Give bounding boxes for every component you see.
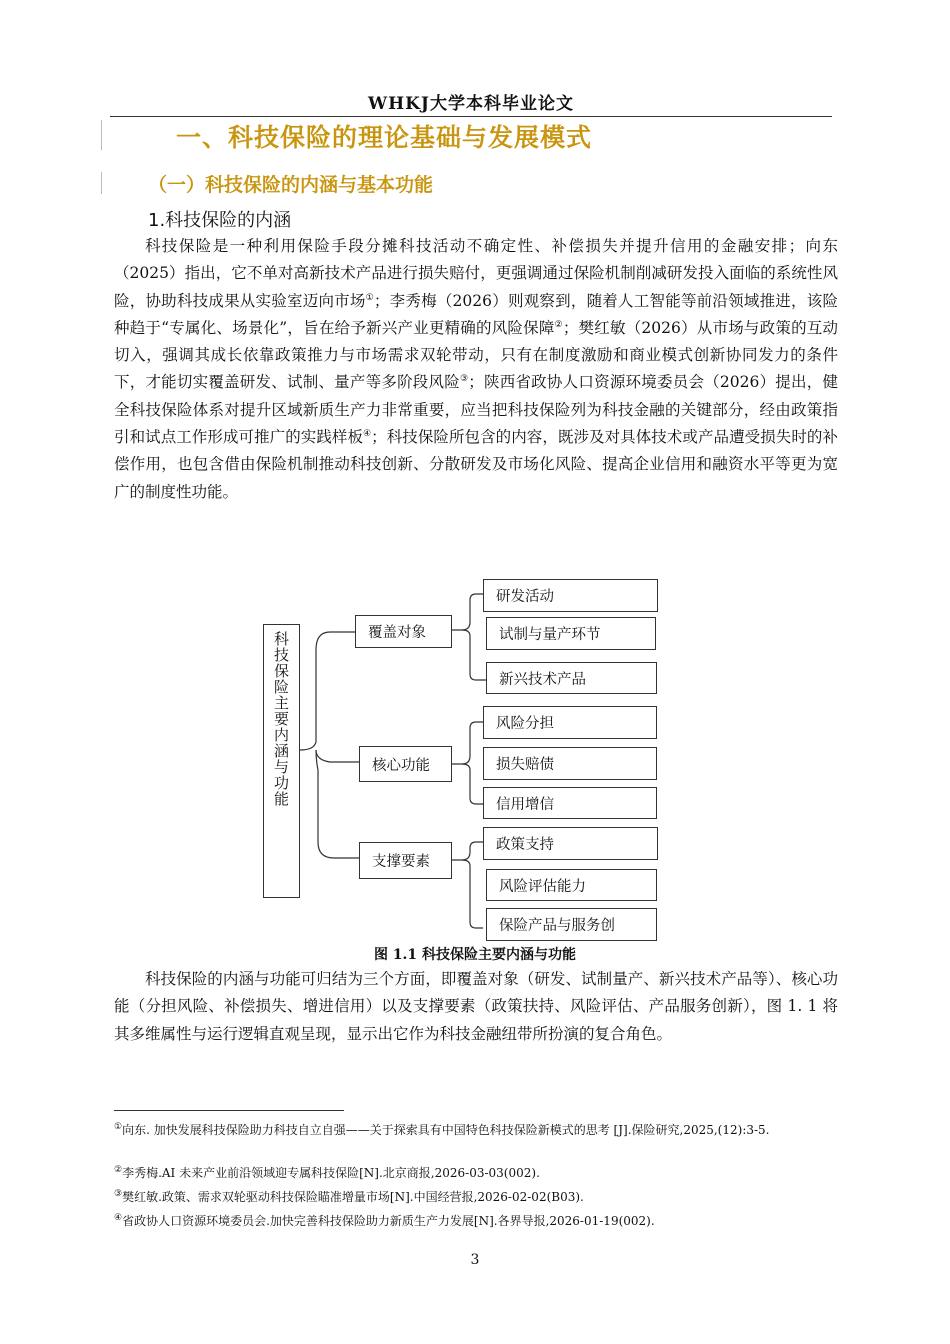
diagram-group-support: 支撑要素 (359, 842, 452, 879)
diagram-item: 试制与量产环节 (486, 617, 656, 650)
footnote: ②李秀梅.AI 未来产业前沿领域迎专属科技保险[N].北京商报,2026-03-03(002). (114, 1165, 540, 1180)
body-paragraph-1: 科技保险是一种利用保险手段分摊科技活动不确定性、补偿损失并提升信用的金融安排；向东（2025）指出，它不单对高新技术产品进行损失赔付，更强调通过保险机制削减研发投入面临的系统性风险，协助科技成果从实验室迈向市场①；李秀梅（2026）则观察到，随着人工智能等前沿领域推进，该险种趋于“专属化、场景化”，旨在给予新兴产业更精确的风险保障②；樊红敏（2026）从市场与政策的互动切入，强调其成长依靠政策推力与市场需求双轮带动，只有在制度激励和商业模式创新协同发力的条件下，才能切实覆盖研发、试制、量产等多阶段风险③；陕西省政协人口资源环境委员会（2026）提出，健全科技保险体系对提升区域新质生产力非常重要，应当把科技保险列为科技金融的关键部分，经由政策指引和试点工作形成可推广的实践样板④；科技保险所包含的内容，既涉及对具体技术或产品遭受损失时的补偿作用，也包含借由保险机制推动科技创新、分散研发及市场化风险、提高企业信用和融资水平等更为宽广的制度性功能。 (114, 237, 838, 501)
footnote-ref: ② (554, 319, 563, 330)
diagram-group-core-function: 核心功能 (359, 746, 452, 782)
footnote: ④省政协人口资源环境委员会.加快完善科技保险助力新质生产力发展[N].各界导报,2026-01-19(002). (114, 1213, 655, 1228)
diagram-item: 风险分担 (483, 706, 657, 739)
chapter-heading: 一、科技保险的理论基础与发展模式 (176, 123, 593, 152)
page-header: WHKJ大学本科毕业论文 (110, 92, 832, 117)
diagram-root-box (263, 624, 300, 898)
footnote-separator (114, 1110, 344, 1111)
diagram-item: 损失赔债 (483, 747, 657, 780)
figure-caption: 图 1.1 科技保险主要内涵与功能 (373, 947, 577, 963)
footnote-ref: ① (365, 292, 374, 303)
diagram-item: 政策支持 (483, 827, 658, 860)
diagram-item: 保险产品与服务创 (486, 908, 657, 941)
diagram-item: 信用增信 (483, 787, 657, 819)
diagram-group-coverage: 覆盖对象 (355, 615, 452, 648)
diagram-item: 风险评估能力 (486, 869, 657, 901)
diagram-root-label: 科技保险主要内涵与功能 (272, 631, 290, 807)
body-paragraph-2: 科技保险的内涵与功能可归结为三个方面，即覆盖对象（研发、试制量产、新兴技术产品等）、核心功能（分担风险、补偿损失、增进信用）以及支撑要素（政策扶持、风险评估、产品服务创新），图 1. 1 将其多维属性与运行逻辑直观呈现，显示出它作为科技金融纽带所扮演的复合角色。 (114, 970, 838, 1043)
diagram-item: 新兴技术产品 (486, 662, 657, 694)
subsection-heading: 1.科技保险的内涵 (148, 210, 292, 231)
footnote-ref: ③ (459, 374, 469, 385)
page-number: 3 (470, 1252, 480, 1268)
footnote-ref: ④ (363, 428, 372, 439)
footnote: ①向东. 加快发展科技保险助力科技自立自强——关于探索具有中国特色科技保险新模式的思考 [J].保险研究,2025,(12):3-5. (114, 1122, 770, 1137)
diagram-item: 研发活动 (483, 579, 658, 612)
section-heading: （一）科技保险的内涵与基本功能 (148, 174, 434, 196)
footnote: ③樊红敏.政策、需求双轮驱动科技保险瞄准增量市场[N].中国经营报,2026-02-02(B03). (114, 1189, 584, 1204)
